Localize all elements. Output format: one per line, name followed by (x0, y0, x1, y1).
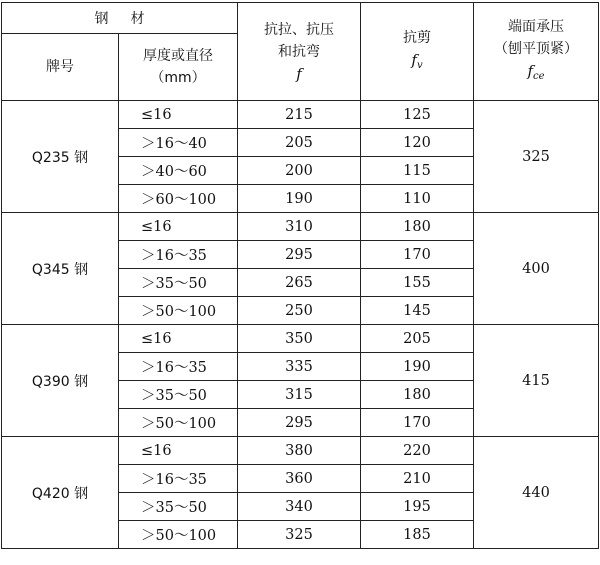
bearing-symbol: $f_{ce}$ (527, 61, 545, 82)
tension-value-cell: 215 (238, 101, 361, 129)
tension-value-cell: 315 (238, 381, 361, 409)
shear-value-cell: 110 (361, 185, 474, 213)
thickness-range-cell: ＞50～100 (119, 521, 238, 549)
table-row (2, 101, 599, 129)
thickness-range-cell: ＞16～35 (119, 353, 238, 381)
tension-value-cell: 265 (238, 269, 361, 297)
shear-value-cell: 145 (361, 297, 474, 325)
shear-value-cell: 120 (361, 129, 474, 157)
shear-header (361, 3, 474, 101)
bearing-label-line2: （刨平顶紧） (494, 40, 578, 57)
shear-value-cell: 210 (361, 465, 474, 493)
thickness-range-cell: ＞40～60 (119, 157, 238, 185)
shear-value-cell: 220 (361, 437, 474, 465)
steel-grade-cell: Q420 钢 (2, 437, 119, 549)
table-row (2, 437, 599, 465)
shear-value-cell: 180 (361, 213, 474, 241)
shear-value-cell: 170 (361, 241, 474, 269)
thickness-range-cell: ＞60～100 (119, 185, 238, 213)
shear-value-cell: 180 (361, 381, 474, 409)
thickness-label-line2: （mm） (150, 70, 206, 86)
thickness-range-cell: ＞50～100 (119, 297, 238, 325)
tension-value-cell: 335 (238, 353, 361, 381)
steel-grade-cell: Q345 钢 (2, 213, 119, 325)
bearing-header (474, 3, 599, 101)
shear-value-cell: 125 (361, 101, 474, 129)
thickness-range-cell: ＞35～50 (119, 381, 238, 409)
bearing-value-cell: 400 (474, 213, 599, 325)
shear-value-cell: 115 (361, 157, 474, 185)
tension-label-line1: 抗拉、抗压 (264, 21, 334, 38)
tension-value-cell: 310 (238, 213, 361, 241)
tension-symbol: f (296, 64, 302, 83)
tension-value-cell: 325 (238, 521, 361, 549)
thickness-range-cell: ＞35～50 (119, 493, 238, 521)
material-label-2: 材 (130, 11, 145, 27)
thickness-range-cell: ＞35～50 (119, 269, 238, 297)
tension-value-cell: 340 (238, 493, 361, 521)
tension-value-cell: 190 (238, 185, 361, 213)
thickness-header (119, 34, 238, 101)
shear-value-cell: 170 (361, 409, 474, 437)
thickness-range-cell: ≤16 (119, 101, 238, 129)
thickness-label-line1: 厚度或直径 (143, 48, 213, 64)
thickness-range-cell: ≤16 (119, 437, 238, 465)
thickness-range-cell: ＞16～35 (119, 241, 238, 269)
grade-label: 牌号 (46, 59, 74, 75)
steel-grade-cell: Q235 钢 (2, 101, 119, 213)
tension-value-cell: 295 (238, 409, 361, 437)
thickness-range-cell: ＞50～100 (119, 409, 238, 437)
material-label-1: 钢 (94, 11, 109, 27)
tension-value-cell: 205 (238, 129, 361, 157)
thickness-range-cell: ≤16 (119, 325, 238, 353)
grade-header (2, 34, 119, 101)
table-row (2, 325, 599, 353)
steel-grade-cell: Q390 钢 (2, 325, 119, 437)
tension-value-cell: 350 (238, 325, 361, 353)
shear-value-cell: 185 (361, 521, 474, 549)
table-header (2, 3, 599, 101)
tension-value-cell: 295 (238, 241, 361, 269)
table-body (2, 101, 599, 549)
tension-value-cell: 380 (238, 437, 361, 465)
table-row (2, 213, 599, 241)
bearing-value-cell: 440 (474, 437, 599, 549)
bearing-value-cell: 415 (474, 325, 599, 437)
tension-header (238, 3, 361, 101)
thickness-range-cell: ≤16 (119, 213, 238, 241)
shear-value-cell: 155 (361, 269, 474, 297)
shear-value-cell: 195 (361, 493, 474, 521)
bearing-value-cell: 325 (474, 101, 599, 213)
shear-value-cell: 205 (361, 325, 474, 353)
tension-value-cell: 250 (238, 297, 361, 325)
thickness-range-cell: ＞16～40 (119, 129, 238, 157)
tension-value-cell: 360 (238, 465, 361, 493)
thickness-range-cell: ＞16～35 (119, 465, 238, 493)
shear-value-cell: 190 (361, 353, 474, 381)
shear-symbol: $f_v$ (411, 50, 423, 71)
tension-value-cell: 200 (238, 157, 361, 185)
steel-strength-table (1, 2, 599, 549)
material-header (2, 3, 238, 34)
tension-label-line2: 和抗弯 (278, 43, 320, 60)
bearing-label-line1: 端面承压 (508, 18, 564, 35)
shear-label: 抗剪 (403, 29, 431, 46)
